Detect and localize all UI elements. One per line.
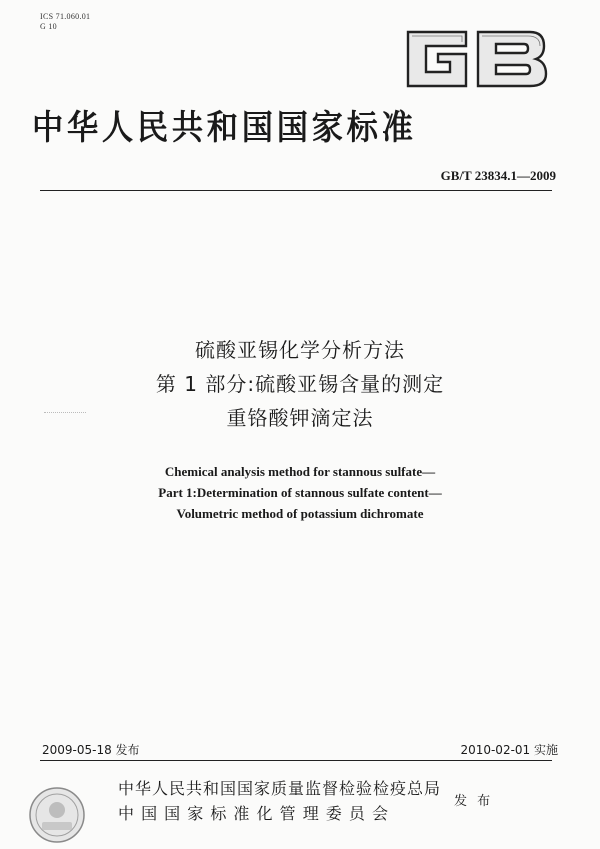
title-en-line-2: Part 1:Determination of stannous sulfate content— — [158, 485, 442, 500]
anti-counterfeit-seal-icon — [28, 786, 86, 844]
footer-divider — [40, 760, 552, 761]
header-divider — [40, 190, 552, 191]
publish-label: 发 布 — [454, 794, 494, 809]
standard-number: GB/T 23834.1—2009 — [440, 168, 556, 183]
issuer-sac: 中 国 国 家 标 准 化 管 理 委 员 会 — [118, 804, 389, 823]
implementation-date: 2010-02-01 实施 — [460, 743, 558, 757]
ics-code: ICS 71.060.01 — [40, 12, 91, 21]
title-cn-line-2: 第 1 部分:硫酸亚锡含量的测定 — [155, 372, 445, 396]
classification-codes — [40, 12, 90, 32]
gb-logo-icon — [400, 22, 550, 96]
ccs-code: G 10 — [40, 22, 57, 31]
national-standard-title: 中华人民共和国国家标准 — [32, 108, 417, 148]
title-en-line-3: Volumetric method of potassium dichromate — [176, 506, 424, 521]
title-cn-line-1: 硫酸亚锡化学分析方法 — [195, 338, 405, 362]
release-date: 2009-05-18 发布 — [42, 743, 140, 757]
title-cn-line-3: 重铬酸钾滴定法 — [226, 406, 374, 430]
issuer-aqsiq: 中华人民共和国国家质量监督检验检疫总局 — [118, 779, 442, 798]
title-en-line-1: Chemical analysis method for stannous sulfate— — [164, 464, 436, 479]
scan-speckle — [44, 412, 86, 414]
